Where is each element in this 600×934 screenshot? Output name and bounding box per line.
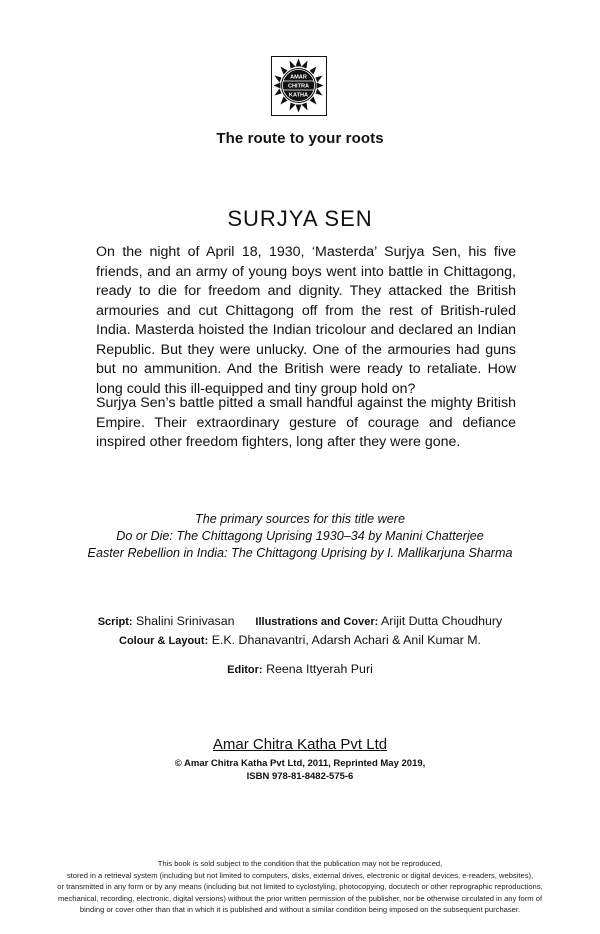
credits-row-2 — [0, 631, 600, 650]
svg-text:AMAR: AMAR — [290, 74, 307, 81]
disclaimer-line: This book is sold subject to the condition that the publication may not be reproduced, — [157, 859, 443, 868]
disclaimer-line: stored in a retrieval system (including but not limited to computers, disks, external drives, electronic or digital devices, e-readers, websites), — [66, 870, 534, 880]
source-2: Easter Rebellion in India: The Chittagong Uprising by I. Mallikarjuna Sharma — [87, 546, 513, 560]
legal-disclaimer — [0, 858, 600, 916]
script-value: Shalini Srinivasan — [136, 614, 235, 628]
svg-text:CHITRA: CHITRA — [287, 83, 310, 90]
primary-sources — [0, 511, 600, 562]
credits — [0, 612, 600, 679]
isbn-line: ISBN 978-81-8482-575-6 — [246, 771, 354, 782]
illustrations-value: Arijit Dutta Choudhury — [381, 614, 503, 628]
disclaimer-line: binding or cover other than that in which it is published and without a similar condition being imposed on the subsequent purchaser. — [79, 905, 521, 914]
sources-intro: The primary sources for this title were — [195, 512, 405, 526]
colour-layout-value: E.K. Dhanavantri, Adarsh Achari & Anil Kumar M. — [211, 633, 481, 647]
credits-row-1 — [0, 612, 600, 631]
credits-editor-row — [0, 660, 600, 679]
disclaimer-line: or transmitted in any form or by any means (including but not limited to cyclostyling, photocopying, docutech or other reprographic reproductions, — [57, 882, 543, 891]
disclaimer-line: mechanical, recording, electronic, digital versions) without the prior written permission of the publisher, nor be otherwise circulated in any form of — [57, 893, 543, 903]
tagline: The route to your roots — [216, 130, 384, 147]
publisher-name: Amar Chitra Katha Pvt Ltd — [212, 736, 388, 753]
copyright-line: © Amar Chitra Katha Pvt Ltd, 2011, Reprinted May 2019, — [174, 758, 426, 769]
publisher-block — [0, 736, 600, 783]
synopsis-paragraph-2: Surjya Sen’s battle pitted a small handful against the mighty British Empire. Their extraordinary gesture of courage and defiance inspired other freedom fighters, long after they were gone. — [96, 395, 516, 450]
amar-chitra-katha-logo — [271, 56, 327, 116]
source-1: Do or Die: The Chittagong Uprising 1930–34 by Manini Chatterjee — [116, 529, 484, 543]
book-title: SURJYA SEN — [227, 206, 373, 231]
synopsis-paragraph-1: On the night of April 18, 1930, ‘Masterda’ Surjya Sen, his five friends, and an army of young boys went into battle in Chittagong, ready to die for freedom and dignity. They attacked the British armouries and cut Chittagong off from the rest of British-ruled India. Masterda hoisted the Indian tricolour and declared an Indian Republic. But they were unlucky. One of the armouries had guns but no ammunition. And the British were ready to retaliate. How long could this ill-equipped and tiny group hold on? — [96, 244, 516, 397]
svg-text:KATHA: KATHA — [288, 92, 309, 99]
illustrations-label: Illustrations and Cover: — [255, 616, 379, 628]
sunburst-logo-icon — [272, 57, 325, 114]
editor-value: Reena Ittyerah Puri — [266, 662, 373, 676]
editor-label: Editor: — [227, 664, 263, 676]
colour-layout-label: Colour & Layout: — [119, 635, 209, 647]
script-label: Script: — [97, 616, 133, 628]
